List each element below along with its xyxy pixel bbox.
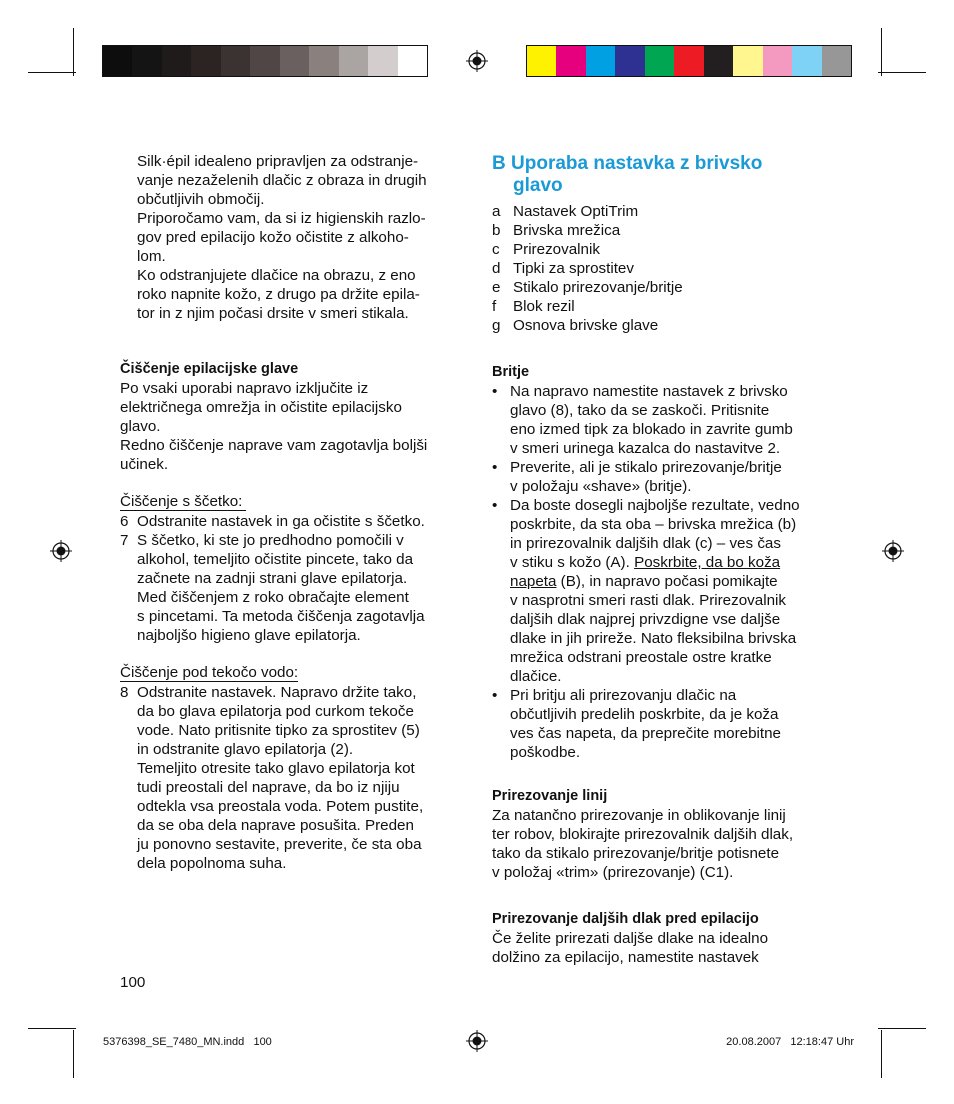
color-swatch	[586, 46, 615, 76]
color-swatch	[763, 46, 792, 76]
color-swatch	[368, 46, 397, 76]
water-step-8: 8 Odstranite nastavek. Napravo držite tako, da bo glava epilatorja pod curkom tekoče vode. Nato pritisnite tipko za sprostitev (5) in odstranite glavo epilatorja (2). Temeljito otresite tako glavo epilatorja kot tudi preostali del naprave, da bo iz njiju odtekla vsa preostala voda. Potem pustite, da se oba dela naprave posušita. Preden ju ponovno sestavite, preverite, če sta oba dela popolnoma suha.	[120, 684, 424, 872]
crop-mark	[881, 1030, 882, 1078]
cleaning-paragraph: Po vsaki uporabi napravo izključite iz električnega omrežja in očistite epilacijsko glavo. Redno čiščenje naprave vam zagotavlja boljši učinek.	[120, 380, 428, 473]
color-swatch	[733, 46, 762, 76]
bullet-item: • Preverite, ali je stikalo prirezovanje/britje v položaju «shave» (britje).	[492, 459, 782, 495]
crop-mark	[878, 1028, 926, 1029]
shaving-heading: Britje	[492, 364, 530, 380]
cleaning-heading: Čiščenje epilacijske glave	[120, 361, 299, 377]
page-number: 100	[120, 974, 146, 991]
part-item: f Blok rezil	[492, 298, 575, 315]
color-swatch	[674, 46, 703, 76]
water-cleaning-subheading: Čiščenje pod tekočo vodo:	[120, 664, 299, 681]
registration-mark-icon	[882, 540, 904, 562]
brush-cleaning-subheading: Čiščenje s ščetko:	[120, 492, 246, 511]
part-item: c Prirezovalnik	[492, 241, 600, 258]
crop-mark	[73, 1030, 74, 1078]
print-timestamp: 20.08.2007 12:18:47 Uhr	[726, 1036, 854, 1048]
brush-step-6: 6 Odstranite nastavek in ga očistite s ščetko.	[120, 513, 425, 530]
color-swatch	[191, 46, 220, 76]
intro-paragraph: Silk·épil idealeno pripravljen za odstranje- vanje nezaželenih dlačic z obraza in drugih občutljivih območij. Priporočamo vam, da si iz higienskih razlo- gov pred epilacijo kožo očistite z alkoho- lom. Ko odstranjujete dlačice na obrazu, z eno roko napnite kožo, z drugo pa držite epila- tor in z njim počasi drsite v smeri stikala.	[137, 153, 427, 322]
long-hair-heading: Prirezovanje daljših dlak pred epilacijo	[492, 911, 759, 927]
long-hair-paragraph: Če želite prirezati daljše dlake na idealno dolžino za epilacijo, namestite nastavek	[492, 930, 769, 966]
registration-mark-icon	[466, 1030, 488, 1052]
color-swatch	[250, 46, 279, 76]
process-color-bar	[526, 45, 852, 77]
bullet-item: • Pri britju ali prirezovanju dlačic na občutljivih predelih poskrbite, da je koža ves čas napeta, da preprečite morebitne poškodbe.	[492, 687, 782, 761]
color-swatch	[645, 46, 674, 76]
color-swatch	[398, 46, 427, 76]
color-swatch	[103, 46, 132, 76]
grayscale-color-bar	[102, 45, 428, 77]
color-swatch	[132, 46, 161, 76]
crop-mark	[28, 72, 76, 73]
color-swatch	[615, 46, 644, 76]
part-item: g Osnova brivske glave	[492, 317, 659, 334]
line-trimming-paragraph: Za natančno prirezovanje in oblikovanje linij ter robov, blokirajte prirezovalnik daljših dlak, tako da stikalo prirezovanje/britje potisnete v položaj «trim» (prirezovanje) (C1).	[492, 807, 794, 881]
brush-step-7: 7 S ščetko, ki ste jo predhodno pomočili v alkohol, temeljito očistite pincete, tako da začnete na zadnji strani glave epilatorja. Med čiščenjem z roko obračajte element s pincetami. Ta metoda čiščenja zagotavlja najboljšo higieno glave epilatorja.	[120, 532, 425, 644]
color-swatch	[309, 46, 338, 76]
color-swatch	[162, 46, 191, 76]
color-swatch	[704, 46, 733, 76]
color-swatch	[280, 46, 309, 76]
file-info: 5376398_SE_7480_MN.indd 100	[103, 1036, 272, 1048]
registration-mark-icon	[466, 50, 488, 72]
color-swatch	[556, 46, 585, 76]
bullet-item: • Na napravo namestite nastavek z brivsko glavo (8), tako da se zaskoči. Pritisnite eno izmed tipk za blokado in zavrite gumb v smeri urinega kazalca do nastavitve 2.	[492, 383, 793, 457]
section-b-heading: B Uporaba nastavka z brivsko glavo	[492, 153, 763, 196]
color-swatch	[792, 46, 821, 76]
crop-mark	[878, 72, 926, 73]
crop-mark	[881, 28, 882, 76]
color-swatch	[339, 46, 368, 76]
crop-mark	[73, 28, 74, 76]
color-swatch	[822, 46, 851, 76]
line-trimming-heading: Prirezovanje linij	[492, 788, 608, 804]
bullet-item: • Da boste dosegli najboljše rezultate, vedno poskrbite, da sta oba – brivska mrežica (b) in prirezovalnik daljših dlak (c) – ves čas v stiku s kožo (A). Poskrbite, da bo koža napeta (B), in napravo počasi pomikajte v nasprotni smeri rasti dlak. Prirezovalnik daljših dlak najprej privzdigne vse daljše dlake in jih prireže. Nato fleksibilna brivska mrežica odstrani preostale ostre kratke dlačice.	[492, 497, 800, 685]
crop-mark	[28, 1028, 76, 1029]
part-item: b Brivska mrežica	[492, 222, 621, 239]
part-item: a Nastavek OptiTrim	[492, 203, 639, 220]
shaving-bullets	[492, 382, 837, 762]
part-item: e Stikalo prirezovanje/britje	[492, 279, 683, 296]
color-swatch	[221, 46, 250, 76]
part-item: d Tipki za sprostitev	[492, 260, 634, 277]
registration-mark-icon	[50, 540, 72, 562]
color-swatch	[527, 46, 556, 76]
parts-list	[492, 202, 832, 335]
